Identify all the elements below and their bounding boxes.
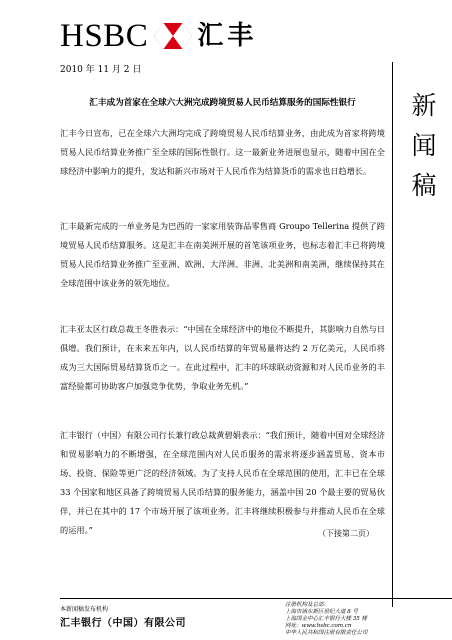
footer-divider bbox=[60, 598, 452, 599]
issuer-name: 汇丰银行（中国）有限公司 bbox=[60, 618, 186, 629]
continued-note: （下接第二页） bbox=[318, 529, 374, 538]
address-line: 中华人民共和国注册有限责任公司 bbox=[285, 630, 368, 636]
vertical-divider bbox=[392, 62, 393, 607]
side-label bbox=[402, 86, 446, 206]
hsbc-hexagon-logo-icon bbox=[154, 23, 192, 49]
press-release-title: 汇丰成为首家在全球六大洲完成跨境贸易人民币结算服务的国际性银行 bbox=[89, 98, 356, 108]
address-line: 注册机构及总部： bbox=[285, 602, 330, 608]
footer-address bbox=[285, 602, 395, 637]
paragraph: 汇丰亚太区行政总裁王冬胜表示：“中国在全球经济中的地位不断提升，其影响力自然与日俱增。我们预计，在未来五年内，以人民币结算的年贸易量将达约 2 万亿美元，人民币将成为三大国际贸易结算货币之一。在此过程中，汇丰的环球联动资源和对人民币业务的丰富经验都可协助客户加强竞争优势，争取业务先机。” bbox=[60, 324, 385, 391]
side-label-char: 稿 bbox=[411, 171, 437, 200]
address-line: 上海市浦东新区世纪大道 8 号 bbox=[285, 609, 358, 615]
paragraph: 汇丰今日宣布，已在全球六大洲均完成了跨境贸易人民币结算业务，由此成为首家将跨境贸易人民币结算业务推广至全球的国际性银行。这一最新业务进展也显示，随着中国在全球经济中影响力的提升，发达和新兴市场对于人民币作为结算货币的需求也日趋增长。 bbox=[60, 128, 385, 176]
paragraph: 汇丰银行（中国）有限公司行长兼行政总裁黄碧娟表示：“我们预计，随着中国对全球经济和贸易影响力的不断增强，在全球范围内对人民币服务的需求将逐步涵盖贸易、资本市场、投资、保险等更广泛的经济领域。为了支持人民币在全球范围的使用，汇丰已在全球 33 个国家和地区具备了跨境贸易人民币结算的服务能力，涵盖中国 20 个最主要的贸易伙伴，并已在其中的 17 个市场开展了该项业务。汇丰将继续积极参与并推动人民币在全球的运用。” bbox=[60, 430, 385, 535]
address-line: 网址：www.hsbc.com.cn bbox=[285, 623, 352, 629]
brand-name-chinese: 汇丰 bbox=[197, 21, 258, 51]
brand-name: HSBC bbox=[60, 18, 149, 54]
paragraph: 汇丰最新完成的一单业务是为巴西的一家家用装饰品零售商 Groupo Tellerina 提供了跨境贸易人民币结算服务。这是汇丰在南美洲开展的首笔该项业务，也标志着汇丰已将跨境贸易人民币结算业务推广至亚洲、欧洲、大洋洲、非洲、北美洲和南美洲，继续保持其在全球范围中该业务的领先地位。 bbox=[60, 221, 385, 288]
side-label-char: 闻 bbox=[411, 131, 437, 160]
page-header bbox=[60, 18, 257, 54]
address-line: 上海国金中心汇丰银行大楼 35 楼 bbox=[285, 616, 367, 622]
issuer-label: 本新闻稿发布机构 bbox=[60, 606, 109, 613]
side-label-char: 新 bbox=[411, 91, 437, 120]
release-date: 2010 年 11 月 2 日 bbox=[60, 65, 142, 75]
